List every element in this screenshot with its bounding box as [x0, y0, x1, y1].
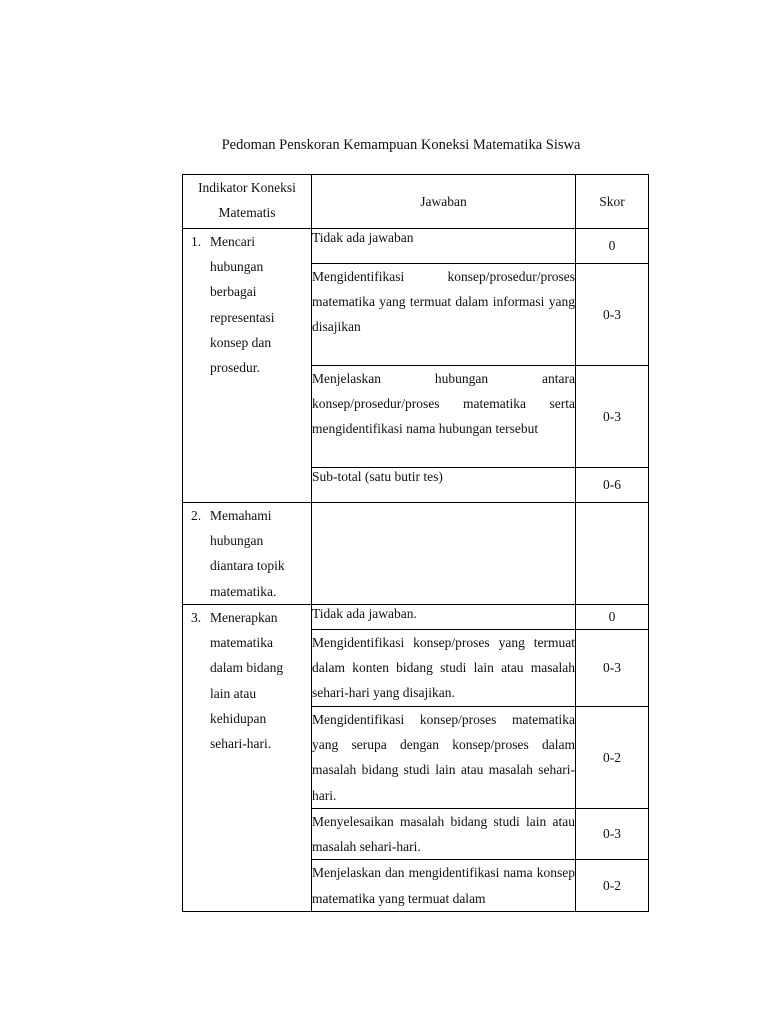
indicator-line: hubungan — [210, 533, 264, 549]
indicator-line: lain atau — [210, 685, 257, 701]
indicator-cell — [183, 229, 312, 503]
score-cell: 0 — [576, 605, 649, 630]
header-answer: Jawaban — [312, 175, 576, 229]
answer-cell: Menyelesaikan masalah bidang studi lain atau masalah sehari-hari. — [312, 809, 576, 860]
table-row — [183, 229, 649, 264]
answer-cell: Sub-total (satu butir tes) — [312, 468, 576, 503]
table-row — [183, 503, 649, 605]
score-cell: 0-3 — [576, 630, 649, 707]
score-cell: 0-2 — [576, 860, 649, 911]
answer-cell: Mengidentifikasi konsep/prosedur/proses matematika yang termuat dalam informasi yang disajikan — [312, 264, 576, 366]
header-indicator — [183, 175, 312, 229]
indicator-number: 1. — [191, 234, 202, 249]
header-score: Skor — [576, 175, 649, 229]
indicator-cell — [183, 605, 312, 912]
score-cell: 0 — [576, 229, 649, 264]
indicator-line: kehidupan — [210, 710, 267, 726]
score-cell: 0-6 — [576, 468, 649, 503]
header-indicator-line: Matematis — [218, 205, 276, 220]
answer-cell: Menjelaskan dan mengidentifikasi nama konsep matematika yang termuat dalam — [312, 860, 576, 911]
indicator-line: matematika — [210, 635, 273, 651]
indicator-line: prosedur. — [210, 360, 260, 376]
page-title: Pedoman Penskoran Kemampuan Koneksi Matematika Siswa — [221, 137, 581, 153]
indicator-cell — [183, 503, 312, 605]
indicator-line: matematika. — [210, 583, 277, 599]
answer-cell: Mengidentifikasi konsep/proses yang termuat dalam konten bidang studi lain atau masalah sehari-hari yang disajikan. — [312, 630, 576, 707]
header-indicator-line: Indikator Koneksi — [198, 180, 296, 195]
indicator-line: konsep dan — [210, 334, 272, 350]
answer-cell: Tidak ada jawaban. — [312, 605, 576, 630]
answer-cell: Tidak ada jawaban — [312, 229, 576, 264]
indicator-number: 2. — [191, 508, 202, 523]
indicator-line: 3. Menerapkan — [183, 605, 311, 630]
score-cell: 0-3 — [576, 809, 649, 860]
indicator-number: 3. — [191, 610, 202, 625]
indicator-line: dalam bidang — [210, 660, 284, 676]
indicator-line: diantara topik — [210, 558, 285, 574]
table-row — [183, 605, 649, 630]
indicator-line: 2. Memahami — [183, 503, 311, 528]
score-cell: 0-3 — [576, 264, 649, 366]
score-cell — [576, 503, 649, 605]
indicator-line: hubungan — [210, 259, 264, 275]
answer-cell: Menjelaskan hubungan antara konsep/prosedur/proses matematika serta mengidentifikasi nama hubungan tersebut — [312, 366, 576, 468]
scoring-table — [182, 174, 649, 912]
score-cell: 0-2 — [576, 707, 649, 809]
indicator-line: berbagai — [210, 284, 257, 300]
indicator-line: sehari-hari. — [210, 736, 272, 752]
score-cell: 0-3 — [576, 366, 649, 468]
answer-cell — [312, 503, 576, 605]
answer-cell: Mengidentifikasi konsep/proses matematika yang serupa dengan konsep/proses dalam masalah bidang studi lain atau masalah sehari-hari. — [312, 707, 576, 809]
table-header-row — [183, 175, 649, 229]
indicator-line: 1. Mencari — [183, 229, 311, 254]
indicator-line: representasi — [210, 309, 275, 325]
